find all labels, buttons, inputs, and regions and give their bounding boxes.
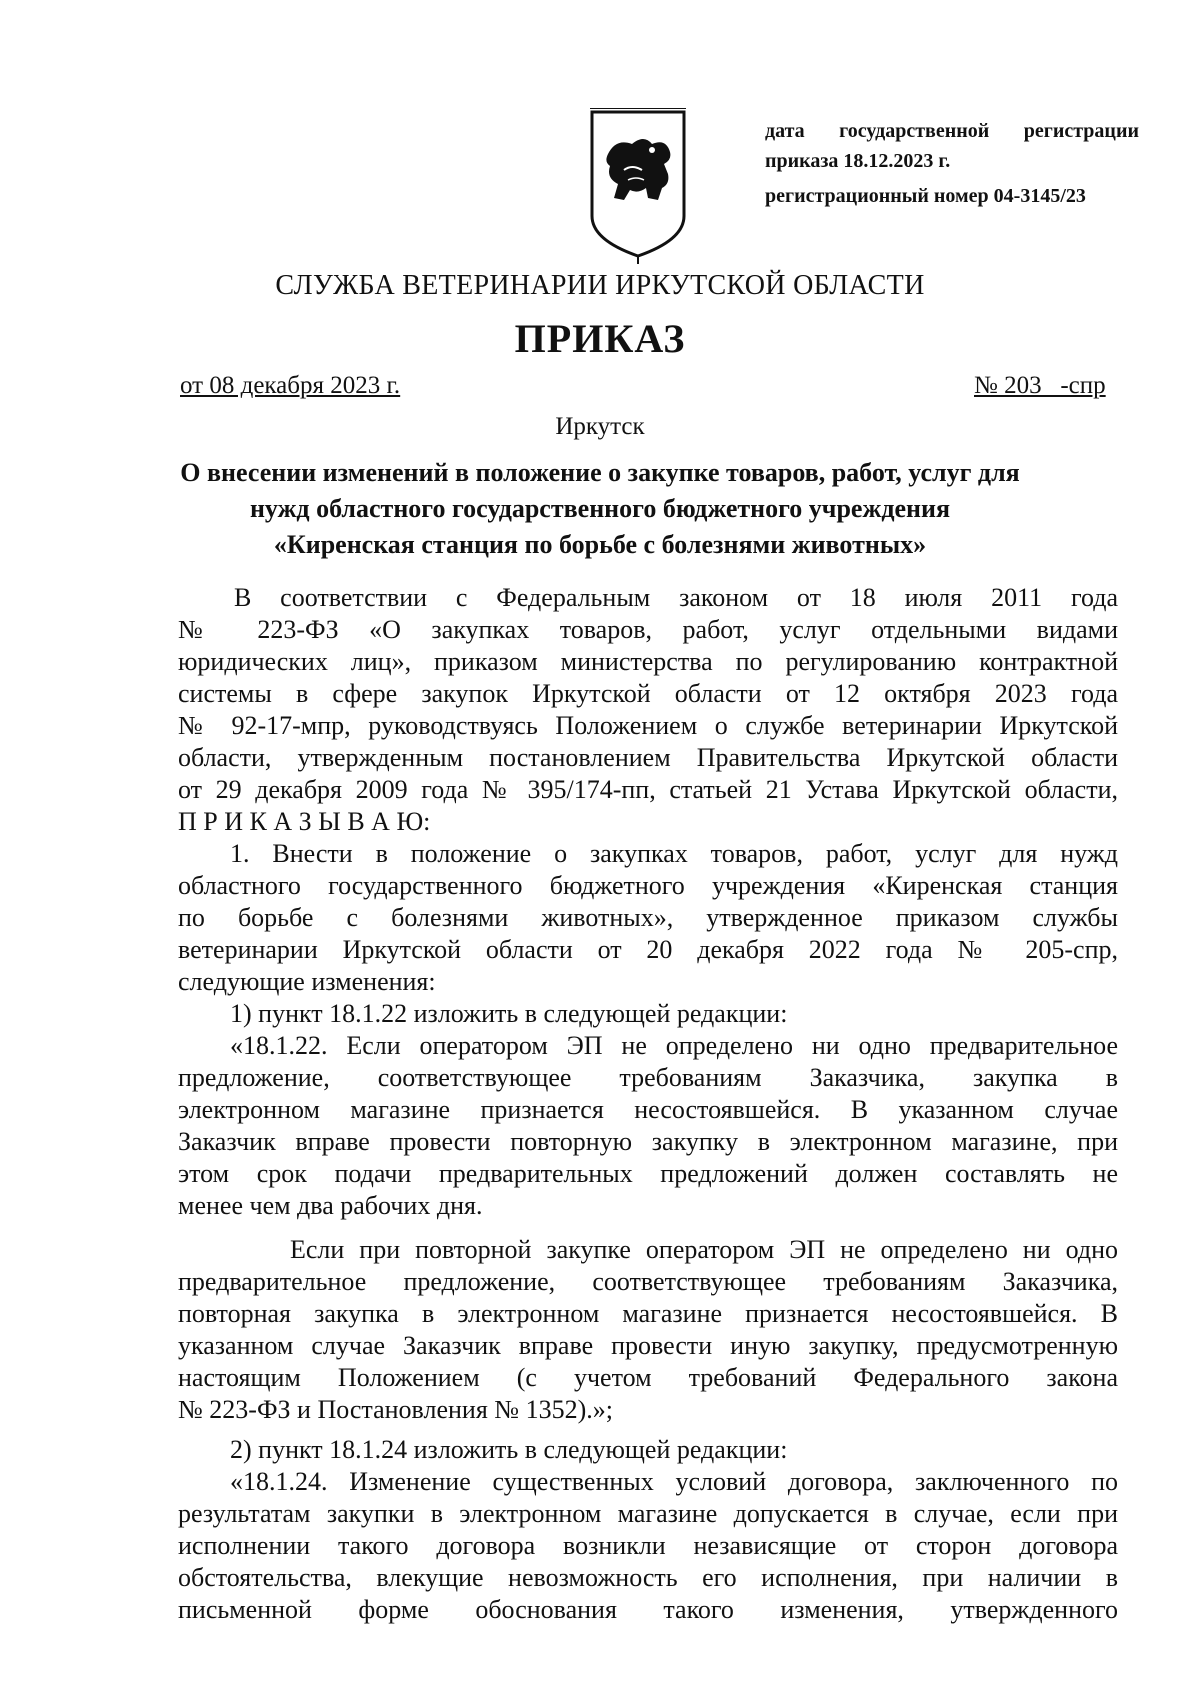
body-line: повторная закупка в электронном магазине признается несостоявшейся. В <box>178 1299 1118 1328</box>
title-line: нужд областного государственного бюджетного учреждения <box>249 494 951 523</box>
body-line: предварительное предложение, соответствующее требованиям Заказчика, <box>178 1267 1118 1296</box>
body-line: № 223-ФЗ «О закупках товаров, работ, услуг отдельными видами <box>178 615 1118 644</box>
body-line: П Р И К А З Ы В А Ю: <box>178 807 431 836</box>
registration-line-1: дата государственной регистрации <box>765 120 1139 142</box>
body-line: юридических лиц», приказом министерства по регулированию контрактной <box>178 647 1118 676</box>
registration-line-2: приказа 18.12.2023 г. <box>765 150 951 172</box>
service-name: СЛУЖБА ВЕТЕРИНАРИИ ИРКУТСКОЙ ОБЛАСТИ <box>275 270 925 301</box>
body-line: этом срок подачи предварительных предложений должен составлять не <box>178 1159 1118 1188</box>
order-date: от 08 декабря 2023 г. <box>180 372 401 399</box>
body-line: следующие изменения: <box>178 967 436 996</box>
body-line: ветеринарии Иркутской области от 20 декабря 2022 года № 205-спр, <box>178 935 1118 964</box>
body-line: области, утвержденным постановлением Правительства Иркутской области <box>178 743 1118 772</box>
title-line: О внесении изменений в положение о закупке товаров, работ, услуг для <box>180 458 1020 487</box>
body-line: настоящим Положением (с учетом требований Федерального закона <box>178 1363 1118 1392</box>
body-line: указанном случае Заказчик вправе провести иную закупку, предусмотренную <box>178 1331 1118 1360</box>
body-line: предложение, соответствующее требованиям Заказчика, закупка в <box>178 1063 1118 1092</box>
body-line: 1. Внести в положение о закупках товаров, работ, услуг для нужд <box>230 839 1118 868</box>
body-line: Заказчик вправе провести повторную закупку в электронном магазине, при <box>178 1127 1118 1156</box>
document-type: ПРИКАЗ <box>514 316 686 361</box>
order-title <box>0 455 1200 563</box>
body-line: от 29 декабря 2009 года № 395/174-пп, статьей 21 Устава Иркутской области, <box>178 775 1118 804</box>
body-line: Если при повторной закупке оператором ЭП не определено ни одно <box>290 1235 1118 1264</box>
body-line: электронном магазине признается несостоявшейся. В указанном случае <box>178 1095 1118 1124</box>
body-line: В соответствии с Федеральным законом от 18 июля 2011 года <box>234 583 1118 612</box>
body-line: по борьбе с болезнями животных», утвержденное приказом службы <box>178 903 1118 932</box>
registration-line-3: регистрационный номер 04-3145/23 <box>765 185 1086 207</box>
body-line: результатам закупки в электронном магазине допускается в случае, если при <box>178 1499 1118 1528</box>
body-line: исполнении такого договора возникли независящие от сторон договора <box>178 1531 1118 1560</box>
body-line: системы в сфере закупок Иркутской области от 12 октября 2023 года <box>178 679 1118 708</box>
title-line: «Киренская станция по борьбе с болезнями животных» <box>273 530 927 559</box>
body-line: 2) пункт 18.1.24 изложить в следующей редакции: <box>230 1435 788 1464</box>
body-line: обстоятельства, влекущие невозможность его исполнения, при наличии в <box>178 1563 1118 1592</box>
body-line: 1) пункт 18.1.22 изложить в следующей редакции: <box>230 999 788 1028</box>
coat-of-arms-icon <box>588 108 688 264</box>
order-number: № 203 -спр <box>974 372 1106 399</box>
body-line: № 92-17-мпр, руководствуясь Положением о службе ветеринарии Иркутской <box>178 711 1118 740</box>
body-line: «18.1.24. Изменение существенных условий договора, заключенного по <box>230 1467 1118 1496</box>
registration-block <box>765 116 1165 211</box>
body-line: «18.1.22. Если оператором ЭП не определено ни одно предварительное <box>230 1031 1118 1060</box>
body-line: областного государственного бюджетного учреждения «Киренская станция <box>178 871 1118 900</box>
body-line: № 223-ФЗ и Постановления № 1352).»; <box>178 1395 613 1424</box>
order-city: Иркутск <box>555 413 645 440</box>
body-line: менее чем два рабочих дня. <box>178 1191 483 1220</box>
body-line: письменной форме обоснования такого изменения, утвержденного <box>178 1595 1118 1624</box>
